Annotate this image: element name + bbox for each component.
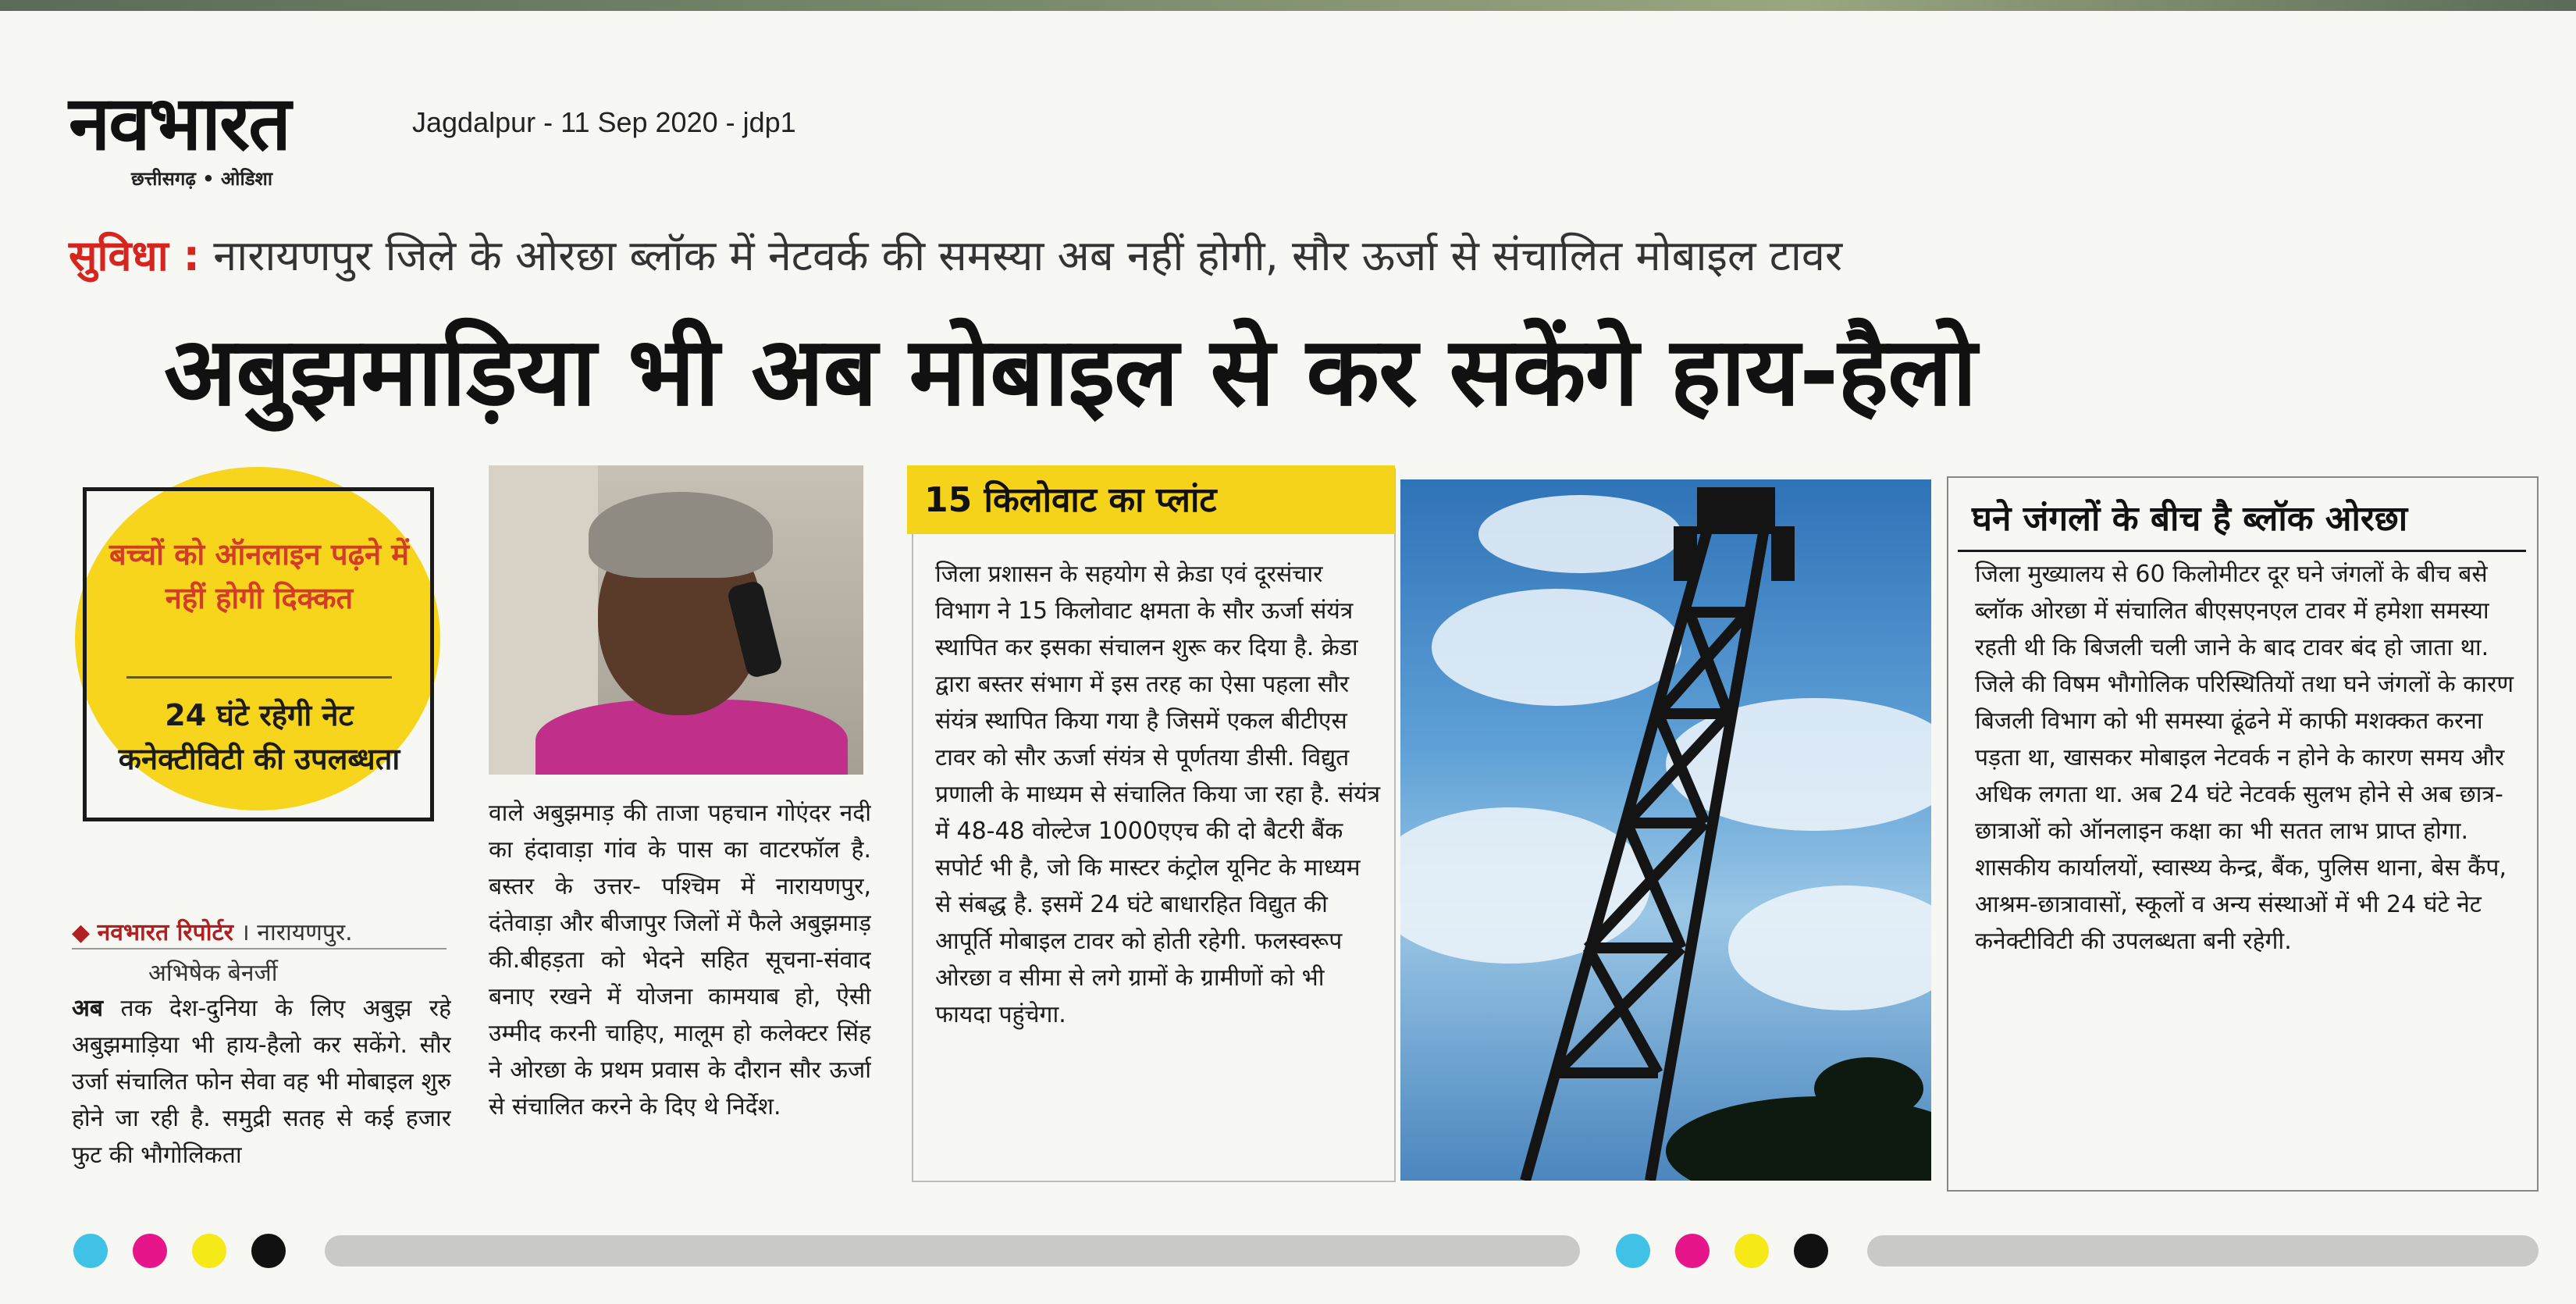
magenta-register-mark — [133, 1234, 167, 1268]
masthead — [69, 80, 290, 191]
black-register-mark-2 — [1794, 1234, 1828, 1268]
yellow-register-mark — [192, 1234, 226, 1268]
kicker-text: नारायणपुर जिले के ओरछा ब्लॉक में नेटवर्क की समस्या अब नहीं होगी, सौर ऊर्जा से संचालित मोबाइल टावर — [200, 231, 1843, 280]
top-color-strip — [0, 0, 2576, 11]
forest-box-rule — [1958, 550, 2526, 552]
column-1-text — [72, 990, 451, 1174]
yellow-register-mark-2 — [1735, 1234, 1769, 1268]
woman-phone-photo — [489, 465, 863, 775]
newspaper-logo: नवभारत — [69, 80, 290, 167]
tower-icon — [1400, 479, 1931, 1181]
register-bar-left — [325, 1235, 1580, 1267]
photo-hair — [589, 492, 773, 578]
byline-place: । नारायणपुर. — [233, 919, 353, 946]
register-bar-right — [1867, 1235, 2539, 1267]
plant-box-title: 15 किलोवाट का प्लांट — [924, 480, 1217, 520]
plant-box-title-bar — [907, 465, 1395, 534]
bubble-line-2: 24 घंटे रहेगी नेट कनेक्टीविटी की उपलब्धता — [118, 698, 400, 776]
forest-box-title: घने जंगलों के बीच है ब्लॉक ओरछा — [1972, 499, 2408, 539]
black-register-mark — [251, 1234, 286, 1268]
mobile-tower-photo — [1400, 479, 1931, 1181]
bubble-line-1: बच्चों को ऑनलाइन पढ़ने में नहीं होगी दिक्कत — [109, 537, 410, 615]
highlight-bubble — [72, 467, 447, 834]
plant-box-body: जिला प्रशासन के सहयोग से क्रेडा एवं दूरसंचार विभाग ने 15 किलोवाट क्षमता के सौर ऊर्जा संयंत्र स्थापित कर इसका संचालन शुरू कर दिया है. क्रेडा द्वारा बस्तर संभाग में इस तरह का ऐसा पहला सौर संयंत्र स्थापित किया गया है जिसमें एकल बीटीएस टावर को सौर ऊर्जा संयंत्र से पूर्णतया डीसी. विद्युत प्रणाली के माध्यम से संचालित किया जा रहा है. संयंत्र में 48-48 वोल्टेज 1000एएच की दो बैटरी बैंक सपोर्ट भी है, जो कि मास्टर कंट्रोल यूनिट के माध्यम से संबद्ध है. इसमें 24 घंटे बाधारहित विद्युत की आपूर्ति मोबाइल टावर को होती रहेगी. फलस्वरूप ओरछा व सीमा से लगे ग्रामों के ग्रामीणों को भी फायदा पहुंचेगा. — [935, 561, 1381, 1028]
column-1 — [72, 990, 451, 1201]
byline-rule — [72, 948, 447, 949]
column-1-body: तक देश-दुनिया के लिए अबुझ रहे अबुझमाड़िया भी हाय-हैलो कर सकेंगे. सौर उर्जा संचालित फोन सेवा वह भी मोबाइल शुरु होने जा रही है. समुद्री सतह से कई हजार फुट की भौगोलिकता — [72, 995, 451, 1169]
column-2-text: वाले अबुझमाड़ की ताजा पहचान गोएंदर नदी का हंदावाड़ा गांव के पास का वाटरफॉल है. बस्तर के उत्तर- पश्चिम में नारायणपुर, दंतेवाड़ा और बीजापुर जिलों में फैले अबुझमाड़ की.बीहड़ता को भेदने सहित सूचना-संवाद बनाए रखने में योजना कामयाब हो, ऐसी उम्मीद करनी चाहिए, मालूम हो कलेक्टर सिंह ने ओरछा के प्रथम प्रवास के दौरान सौर ऊर्जा से संचालित करने के दिए थे निर्देश. — [489, 800, 871, 1121]
magenta-register-mark-2 — [1675, 1234, 1710, 1268]
column-2 — [489, 795, 871, 1201]
kicker-label: सुविधा : — [69, 231, 201, 280]
column-1-dropword: अब — [72, 995, 104, 1022]
logo-subtitle: छत्तीसगढ़ • ओडिशा — [131, 168, 273, 190]
forest-box-text — [1975, 556, 2521, 1173]
cyan-register-mark — [73, 1234, 108, 1268]
author-name: अभिषेक बेनर्जी — [148, 960, 278, 987]
forest-box-body: जिला मुख्यालय से 60 किलोमीटर दूर घने जंगलों के बीच बसे ब्लॉक ओरछा में संचालित बीएसएनएल टावर में हमेशा समस्या रहती थी कि बिजली चली जाने के बाद टावर बंद हो जाता था. जिले की विषम भौगोलिक परिस्थितियों तथा घने जंगलों के कारण बिजली विभाग को भी समस्या ढूंढने में काफी मशक्कत करना पड़ता था, खासकर मोबाइल नेटवर्क न होने के कारण समय और अधिक लगता था. अब 24 घंटे नेटवर्क सुलभ होने से अब छात्र-छात्राओं को ऑनलाइन कक्षा का भी सतत लाभ प्राप्त होगा. शासकीय कार्यालयों, स्वास्थ्य केन्द्र, बैंक, पुलिस थाना, बेस कैंप, आश्रम-छात्रावासों, स्कूलों व अन्य संस्थाओं में भी 24 घंटे नेट कनेक्टीविटी की उपलब्धता बनी रहेगी. — [1975, 561, 2514, 955]
byline — [72, 915, 353, 947]
cyan-register-mark-2 — [1616, 1234, 1650, 1268]
kicker-line — [69, 225, 1842, 283]
byline-brand: नवभारत रिपोर्टर — [97, 919, 233, 946]
plant-box-text — [935, 556, 1382, 1173]
headline: अबुझमाड़िया भी अब मोबाइल से कर सकेंगे हाय-हैलो — [164, 316, 1976, 427]
dateline: Jagdalpur - 11 Sep 2020 - jdp1 — [412, 106, 796, 138]
bubble-divider — [126, 676, 392, 679]
byline-bullet-icon: ◆ — [72, 919, 98, 946]
